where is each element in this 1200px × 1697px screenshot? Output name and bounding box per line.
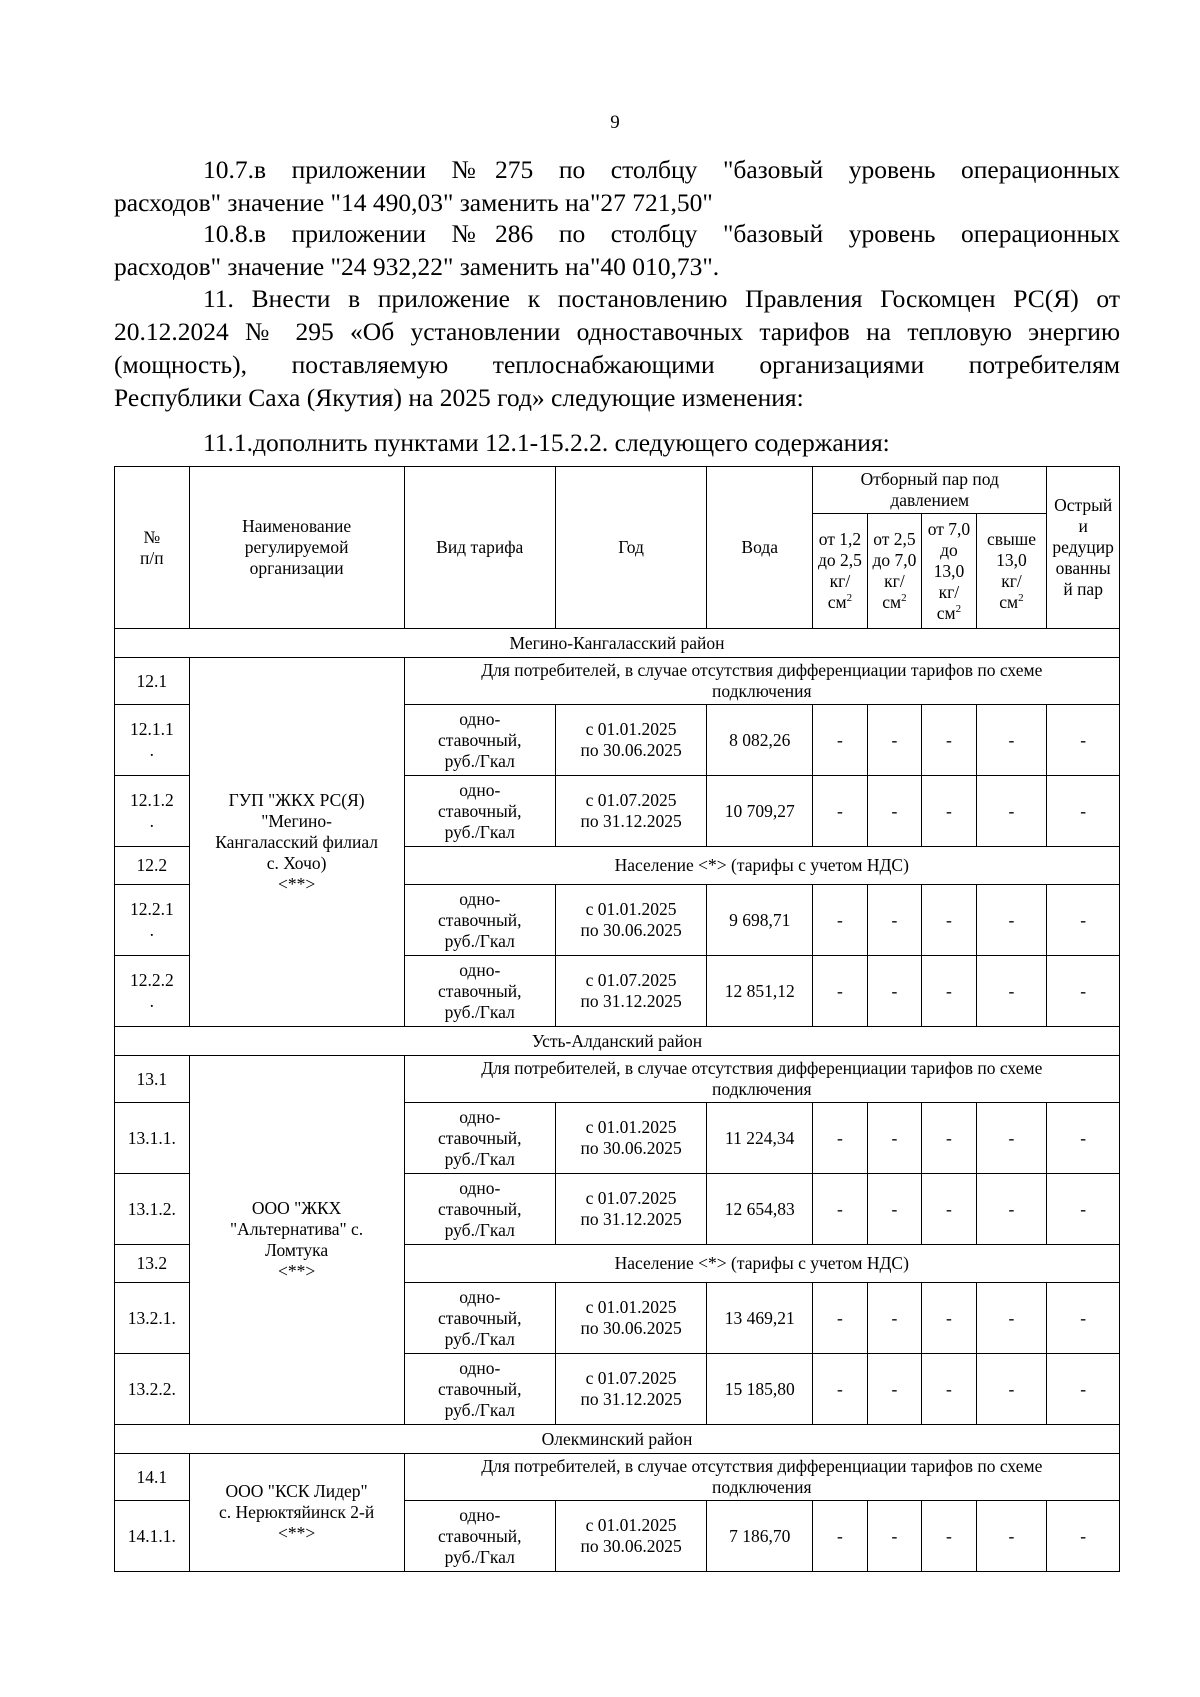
dash: - <box>1047 885 1120 956</box>
tariff-type: одно- ставочный, руб./Гкал <box>404 1103 555 1174</box>
group-consumers: Для потребителей, в случае отсутствия дифференциации тарифов по схеме подключения <box>404 1454 1119 1501</box>
tariff-type: одно- ставочный, руб./Гкал <box>404 956 555 1027</box>
dash: - <box>976 1283 1047 1354</box>
tariff-type: одно- ставочный, руб./Гкал <box>404 885 555 956</box>
row-number: 12.2.1 . <box>115 885 190 956</box>
header-number: № п/п <box>115 467 190 629</box>
organization-name: ООО "ЖКХ "Альтернатива" с. Ломтука <**> <box>189 1056 404 1425</box>
dash: - <box>813 1174 867 1245</box>
dash: - <box>867 1174 921 1245</box>
section-title: Олекминский район <box>115 1425 1120 1454</box>
header-steam-above-13: свыше 13,0 кг/ $см^2$ <box>976 514 1047 629</box>
row-number: 13.1 <box>115 1056 190 1103</box>
period: с 01.01.2025 по 30.06.2025 <box>555 705 706 776</box>
row-number: 12.2.2 . <box>115 956 190 1027</box>
group-consumers: Для потребителей, в случае отсутствия дифференциации тарифов по схеме подключения <box>404 658 1119 705</box>
dash: - <box>1047 1174 1120 1245</box>
group-population: Население <*> (тарифы с учетом НДС) <box>404 1245 1119 1283</box>
dash: - <box>867 1103 921 1174</box>
row-number: 13.1.1. <box>115 1103 190 1174</box>
water-value: 15 185,80 <box>707 1354 813 1425</box>
water-value: 10 709,27 <box>707 776 813 847</box>
tariff-type: одно- ставочный, руб./Гкал <box>404 1501 555 1572</box>
dash: - <box>922 1283 976 1354</box>
period: с 01.07.2025 по 31.12.2025 <box>555 1354 706 1425</box>
dash: - <box>976 705 1047 776</box>
dash: - <box>813 1283 867 1354</box>
water-value: 8 082,26 <box>707 705 813 776</box>
header-tariff-type: Вид тарифа <box>404 467 555 629</box>
section-title: Усть-Алданский район <box>115 1027 1120 1056</box>
dash: - <box>813 885 867 956</box>
header-year: Год <box>555 467 706 629</box>
row-number: 12.2 <box>115 847 190 885</box>
dash: - <box>1047 776 1120 847</box>
dash: - <box>922 1174 976 1245</box>
tariff-type: одно- ставочный, руб./Гкал <box>404 1354 555 1425</box>
organization-name: ГУП "ЖКХ РС(Я) "Мегино- Кангаласский филиал с. Хочо) <**> <box>189 658 404 1027</box>
dash: - <box>976 1354 1047 1425</box>
paragraph-line: расходов" значение "24 932,22" заменить на"40 010,73". <box>114 252 720 281</box>
dash: - <box>922 885 976 956</box>
dash: - <box>1047 956 1120 1027</box>
dash: - <box>867 1354 921 1425</box>
dash: - <box>867 776 921 847</box>
dash: - <box>922 776 976 847</box>
period: с 01.07.2025 по 31.12.2025 <box>555 1174 706 1245</box>
row-number: 13.1.2. <box>115 1174 190 1245</box>
row-number: 12.1.1 . <box>115 705 190 776</box>
period: с 01.01.2025 по 30.06.2025 <box>555 1283 706 1354</box>
row-number: 13.2.2. <box>115 1354 190 1425</box>
header-steam-7-13: от 7,0 до 13,0 кг/ $см^2$ <box>922 514 976 629</box>
paragraph-line: 10.7.в приложении №275 по столбцу "базовый уровень операционных <box>203 155 1120 184</box>
row-number: 13.2 <box>115 1245 190 1283</box>
dash: - <box>1047 1283 1120 1354</box>
section-title: Мегино-Кангаласский район <box>115 629 1120 658</box>
period: с 01.01.2025 по 30.06.2025 <box>555 1501 706 1572</box>
period: с 01.07.2025 по 31.12.2025 <box>555 956 706 1027</box>
header-organization: Наименование регулируемой организации <box>189 467 404 629</box>
period: с 01.07.2025 по 31.12.2025 <box>555 776 706 847</box>
tariff-type: одно- ставочный, руб./Гкал <box>404 705 555 776</box>
tariff-type: одно- ставочный, руб./Гкал <box>404 776 555 847</box>
dash: - <box>1047 1103 1120 1174</box>
dash: - <box>976 1501 1047 1572</box>
water-value: 12 851,12 <box>707 956 813 1027</box>
organization-name: ООО "КСК Лидер" с. Нерюктяйинск 2-й <**> <box>189 1454 404 1572</box>
water-value: 12 654,83 <box>707 1174 813 1245</box>
header-steam-group: Отборный пар под давлением <box>813 467 1047 514</box>
dash: - <box>976 1174 1047 1245</box>
dash: - <box>1047 705 1120 776</box>
row-number: 13.2.1. <box>115 1283 190 1354</box>
dash: - <box>867 705 921 776</box>
paragraph-10-8 <box>114 217 1120 283</box>
paragraph-line: (мощность), поставляемую теплоснабжающими организациями потребителям <box>114 350 1120 379</box>
row-number: 12.1 <box>115 658 190 705</box>
paragraph-11-1: 11.1.дополнить пунктами 12.1-15.2.2. следующего содержания: <box>203 428 890 457</box>
group-population: Население <*> (тарифы с учетом НДС) <box>404 847 1119 885</box>
dash: - <box>922 705 976 776</box>
row-number: 14.1 <box>115 1454 190 1501</box>
dash: - <box>867 956 921 1027</box>
header-steam-2-5-7: от 2,5 до 7,0 кг/ $см^2$ <box>867 514 921 629</box>
header-steam-1-2-5: от 1,2 до 2,5 кг/ $см^2$ <box>813 514 867 629</box>
dash: - <box>867 885 921 956</box>
dash: - <box>813 1354 867 1425</box>
tariff-table <box>114 466 1120 1572</box>
header-sharp-steam: Острый и редуцир ованны й пар <box>1047 467 1120 629</box>
dash: - <box>1047 1501 1120 1572</box>
paragraph-10-7 <box>114 153 1120 219</box>
water-value: 9 698,71 <box>707 885 813 956</box>
dash: - <box>976 776 1047 847</box>
period: с 01.01.2025 по 30.06.2025 <box>555 885 706 956</box>
dash: - <box>976 1103 1047 1174</box>
dash: - <box>867 1283 921 1354</box>
paragraph-line: 20.12.2024 № 295 «Об установлении одноставочных тарифов на тепловую энергию <box>114 317 1120 346</box>
paragraph-line: 10.8.в приложении №286 по столбцу "базовый уровень операционных <box>203 219 1120 248</box>
tariff-type: одно- ставочный, руб./Гкал <box>404 1283 555 1354</box>
dash: - <box>813 776 867 847</box>
row-number: 14.1.1. <box>115 1501 190 1572</box>
header-water: Вода <box>707 467 813 629</box>
water-value: 7 186,70 <box>707 1501 813 1572</box>
period: с 01.01.2025 по 30.06.2025 <box>555 1103 706 1174</box>
paragraph-line: расходов" значение "14 490,03" заменить на"27 721,50" <box>114 188 713 217</box>
dash: - <box>813 956 867 1027</box>
row-number: 12.1.2 . <box>115 776 190 847</box>
paragraph-line: 11. Внести в приложение к постановлению Правления Госкомцен РС(Я) от <box>203 284 1120 313</box>
dash: - <box>976 956 1047 1027</box>
dash: - <box>867 1501 921 1572</box>
water-value: 11 224,34 <box>707 1103 813 1174</box>
dash: - <box>813 1103 867 1174</box>
dash: - <box>976 885 1047 956</box>
dash: - <box>922 956 976 1027</box>
paragraph-line: Республики Саха (Якутия) на 2025 год» следующие изменения: <box>114 383 804 412</box>
dash: - <box>813 705 867 776</box>
dash: - <box>813 1501 867 1572</box>
dash: - <box>922 1103 976 1174</box>
group-consumers: Для потребителей, в случае отсутствия дифференциации тарифов по схеме подключения <box>404 1056 1119 1103</box>
water-value: 13 469,21 <box>707 1283 813 1354</box>
page-number: 9 <box>610 112 620 133</box>
dash: - <box>922 1501 976 1572</box>
tariff-type: одно- ставочный, руб./Гкал <box>404 1174 555 1245</box>
dash: - <box>922 1354 976 1425</box>
paragraph-11 <box>114 282 1120 414</box>
dash: - <box>1047 1354 1120 1425</box>
